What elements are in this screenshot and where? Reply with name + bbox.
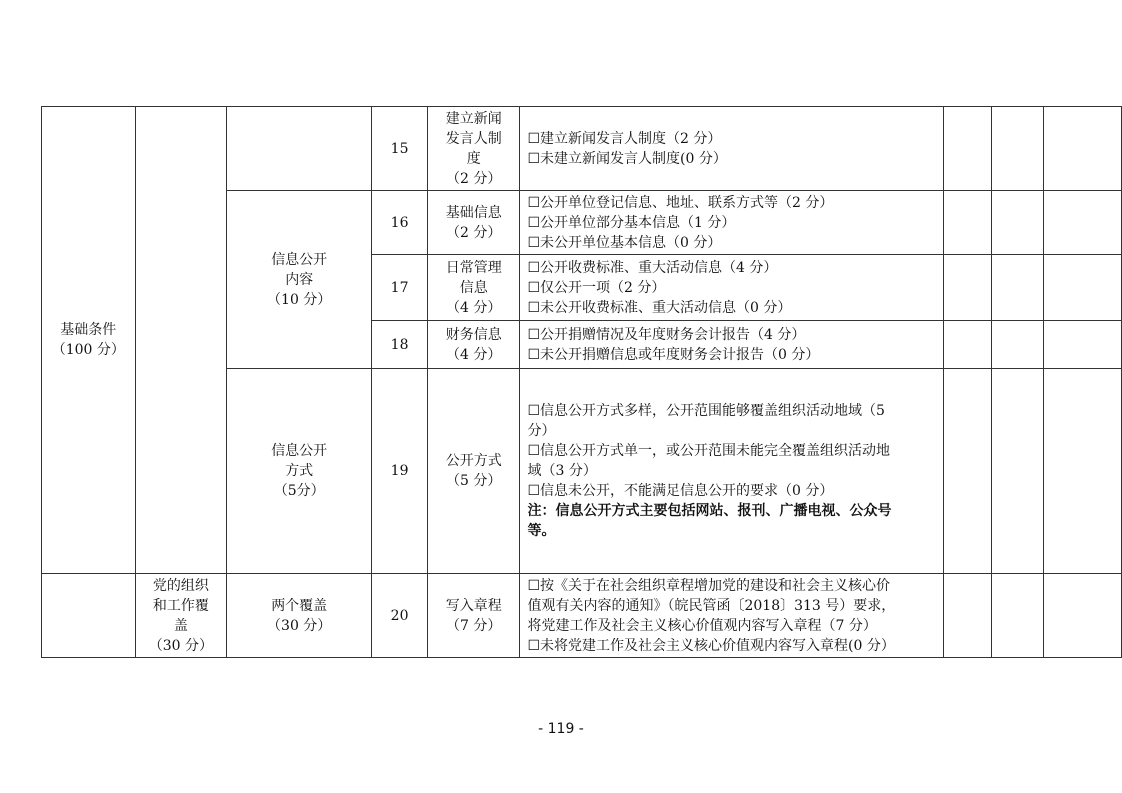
criteria-option: ☐公开单位部分基本信息（1 分）	[527, 214, 736, 231]
item-name-line: 度	[466, 150, 481, 167]
score-cell	[1043, 107, 1121, 191]
score-cell	[944, 321, 992, 369]
item-name-line: （2 分）	[446, 170, 502, 187]
item-name-line: 信息	[459, 279, 488, 296]
group-label-line: 内容	[285, 271, 314, 288]
criteria-option: ☐建立新闻发言人制度（2 分）	[527, 130, 722, 147]
subcategory-label-line: 盖	[173, 617, 188, 634]
subcategory-label-line: （30 分）	[148, 637, 214, 654]
item-number: 19	[372, 369, 428, 574]
subcategory-cell	[135, 574, 227, 658]
criteria-option: ☐公开捐赠情况及年度财务会计报告（4 分）	[527, 326, 806, 343]
group-label-line: （5分）	[273, 483, 325, 499]
subcategory-label-line: 和工作覆	[152, 597, 209, 614]
item-number: 16	[372, 191, 428, 255]
criteria-option: 将党建工作及社会主义核心价值观内容写入章程（7 分）	[527, 617, 877, 634]
criteria-option: ☐未将党建工作及社会主义核心价值观内容写入章程(0 分）	[527, 637, 895, 654]
criteria-option: ☐未公开捐赠信息或年度财务会计报告（0 分）	[527, 346, 820, 363]
criteria-option: 分）	[527, 423, 556, 439]
item-name-line: 日常管理	[445, 259, 502, 276]
item-name-line: （2 分）	[446, 224, 502, 241]
criteria-option: ☐公开单位登记信息、地址、联系方式等（2 分）	[527, 194, 834, 211]
criteria-option: ☐未公开收费标准、重大活动信息（0 分）	[527, 299, 792, 316]
item-name-line: （4 分）	[446, 299, 502, 316]
item-name-line: 写入章程	[445, 597, 502, 614]
criteria-cell	[520, 255, 944, 321]
score-cell	[944, 574, 992, 658]
criteria-cell	[520, 191, 944, 255]
item-name-line: 公开方式	[445, 453, 502, 469]
item-name-line: 建立新闻	[445, 110, 502, 127]
criteria-cell	[520, 107, 944, 191]
score-cell	[944, 255, 992, 321]
score-cell	[991, 191, 1043, 255]
group-label-line: （30 分）	[267, 617, 332, 634]
criteria-option: ☐信息公开方式多样，公开范围能够覆盖组织活动地域（5	[527, 403, 885, 419]
item-name	[427, 191, 520, 255]
score-cell	[944, 107, 992, 191]
criteria-option: ☐未建立新闻发言人制度(0 分）	[527, 150, 727, 167]
item-name-line: 基础信息	[445, 204, 502, 221]
criteria-option: 域（3 分）	[527, 463, 597, 479]
group-cell	[227, 191, 372, 369]
score-cell	[944, 191, 992, 255]
score-cell	[991, 107, 1043, 191]
group-label-line: （10 分）	[267, 291, 332, 308]
category-cell	[42, 574, 136, 658]
group-cell	[227, 369, 372, 574]
criteria-option: ☐信息公开方式单一，或公开范围未能完全覆盖组织活动地	[527, 443, 891, 459]
group-cell	[227, 574, 372, 658]
criteria-cell	[520, 369, 944, 574]
item-number: 15	[372, 107, 428, 191]
item-name-line: 发言人制	[445, 130, 502, 147]
item-name	[427, 107, 520, 191]
score-cell	[991, 574, 1043, 658]
item-name-line: （7 分）	[446, 617, 502, 634]
group-label-line: 信息公开	[271, 251, 328, 268]
criteria-option: ☐按《关于在社会组织章程增加党的建设和社会主义核心价	[527, 577, 891, 594]
group-cell	[227, 107, 372, 191]
score-cell	[991, 369, 1043, 574]
criteria-option: ☐未公开单位基本信息（0 分）	[527, 234, 722, 251]
page-number: - 119 -	[538, 721, 584, 737]
table-row	[42, 574, 1122, 658]
score-cell	[1043, 191, 1121, 255]
score-cell	[991, 321, 1043, 369]
criteria-option: ☐仅公开一项（2 分）	[527, 279, 666, 296]
group-label-line: 信息公开	[271, 443, 328, 459]
score-cell	[944, 369, 992, 574]
category-label: 基础条件（100 分）	[51, 322, 125, 358]
score-cell	[1043, 255, 1121, 321]
table-row	[42, 107, 1122, 191]
subcategory-label-line: 党的组织	[152, 577, 209, 594]
criteria-cell	[520, 574, 944, 658]
item-number: 17	[372, 255, 428, 321]
item-name	[427, 574, 520, 658]
item-name-line: （5 分）	[446, 473, 502, 489]
evaluation-table	[41, 106, 1122, 658]
criteria-note: 等。	[527, 523, 556, 539]
item-name	[427, 321, 520, 369]
item-name	[427, 255, 520, 321]
item-number: 18	[372, 321, 428, 369]
criteria-note: 注：信息公开方式主要包括网站、报刊、广播电视、公众号	[527, 503, 892, 519]
category-cell	[42, 107, 136, 574]
group-label-line: 方式	[285, 463, 314, 479]
score-cell	[1043, 574, 1121, 658]
score-cell	[1043, 369, 1121, 574]
item-name-line: 财务信息	[445, 326, 502, 343]
criteria-option: ☐信息未公开，不能满足信息公开的要求（0 分）	[527, 483, 834, 499]
score-cell	[1043, 321, 1121, 369]
criteria-cell	[520, 321, 944, 369]
item-number: 20	[372, 574, 428, 658]
criteria-option: ☐公开收费标准、重大活动信息（4 分）	[527, 259, 778, 276]
group-label-line: 两个覆盖	[271, 597, 328, 614]
subcategory-cell	[135, 107, 227, 574]
score-cell	[991, 255, 1043, 321]
item-name-line: （4 分）	[446, 346, 502, 363]
criteria-option: 值观有关内容的通知》（皖民管函〔2018〕313 号）要求，	[527, 597, 896, 614]
item-name	[427, 369, 520, 574]
